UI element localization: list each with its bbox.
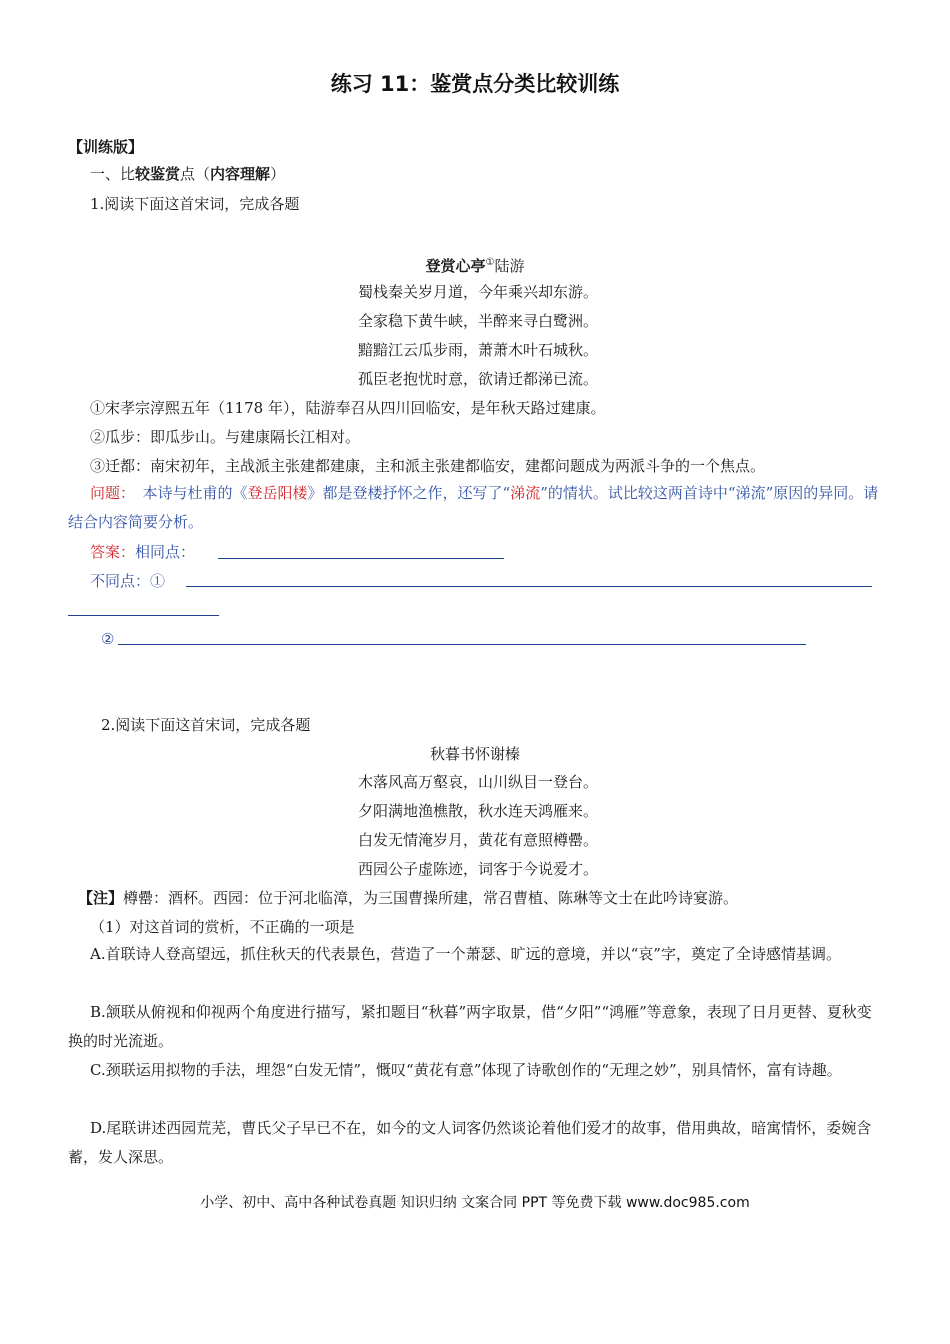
heading-bold2: 内容理解 bbox=[210, 165, 271, 183]
option-b[interactable]: B.颔联从俯视和仰视两个角度进行描写，紧扣题目“秋暮”两字取景，借“夕阳”“鸿雁”等意象，表现了日月更替、夏秋变换的时光流逝。 bbox=[68, 1003, 872, 1050]
q2-intro: 2.阅读下面这首宋词，完成各题 bbox=[101, 716, 311, 734]
poem1-line: 孤臣老抱忧时意，欲请迁都涕已流。 bbox=[358, 370, 599, 388]
page-title: 练习 11：鉴赏点分类比较训练 bbox=[330, 72, 620, 96]
note-1: ①宋孝宗淳熙五年（1178 年），陆游奉召从四川回临安，是年秋天路过建康。 bbox=[90, 399, 606, 417]
note-2: ②瓜步：即瓜步山。与建康隔长江相对。 bbox=[90, 428, 361, 446]
answer-label: 答案： bbox=[90, 543, 136, 561]
poem2-note bbox=[78, 888, 738, 908]
poem1-line: 蜀栈秦关岁月道，今年乘兴却东游。 bbox=[358, 283, 599, 301]
poem2-line: 夕阳满地渔樵散，秋水连天鸿雁来。 bbox=[358, 802, 599, 820]
poem1-note-mark: ① bbox=[485, 257, 495, 268]
version-label: 【训练版】 bbox=[68, 138, 144, 156]
option-c[interactable]: C.颈联运用拟物的手法，埋怨“白发无情”，慨叹“黄花有意”体现了诗歌创作的“无理之妙”，别具情怀，富有诗趣。 bbox=[90, 1061, 842, 1079]
section1-heading bbox=[90, 164, 285, 184]
answer-diff1-blank[interactable] bbox=[186, 586, 872, 587]
heading-suffix: 点（ bbox=[180, 165, 211, 183]
sub-question: （1）对这首词的赏析，不正确的一项是 bbox=[90, 918, 355, 936]
answer-diff1-blank-cont[interactable] bbox=[68, 615, 219, 616]
poem1-line: 全家稳下黄牛峡，半醉来寻白鹭洲。 bbox=[358, 312, 599, 330]
question-keyword: 涕流 bbox=[510, 484, 541, 502]
answer-same-label: 相同点： bbox=[135, 543, 196, 561]
page-footer: 小学、初中、高中各种试卷真题 知识归纳 文案合同 PPT 等免费下载 www.doc985.com bbox=[200, 1195, 750, 1211]
heading-bold: 较鉴赏 bbox=[135, 165, 181, 183]
option-a[interactable]: A.首联诗人登高望远，抓住秋天的代表景色，营造了一个萧瑟、旷远的意境，并以“哀”字，奠定了全诗感情基调。 bbox=[90, 945, 841, 963]
answer-same-line bbox=[90, 542, 195, 562]
note-text: 樽罍：酒杯。西园：位于河北临漳，为三国曹操所建，常召曹植、陈琳等文士在此吟诗宴游。 bbox=[123, 889, 739, 907]
q1-intro: 1.阅读下面这首宋词，完成各题 bbox=[90, 195, 300, 213]
question-part1: 本诗与杜甫的《 bbox=[127, 484, 248, 502]
poem1-line: 黯黯江云瓜步雨，萧萧木叶石城秋。 bbox=[358, 341, 599, 359]
poem1-title: 登赏心亭 bbox=[425, 257, 486, 275]
answer-diff2-label: ② bbox=[101, 630, 115, 648]
heading-end: ） bbox=[270, 165, 286, 183]
poem2-line: 木落风高万壑哀，山川纵目一登台。 bbox=[358, 773, 599, 791]
note-3: ③迁都：南宋初年，主战派主张建都建康，主和派主张建都临安，建都问题成为两派斗争的一个焦点。 bbox=[90, 457, 766, 475]
option-d[interactable]: D.尾联讲述西园荒芜，曹氏父子早已不在，如今的文人词客仍然谈论着他们爱才的故事，借用典故，暗寓情怀，委婉含蓄，发人深思。 bbox=[68, 1119, 872, 1166]
poem2-line: 白发无情淹岁月，黄花有意照樽罍。 bbox=[358, 831, 599, 849]
poem2-title: 秋暮书怀谢榛 bbox=[429, 745, 520, 763]
question-poem: 登岳阳楼 bbox=[247, 484, 308, 502]
poem1-author: 陆游 bbox=[494, 257, 525, 275]
question-part2: 》都是登楼抒怀之作，还写了“ bbox=[307, 484, 511, 502]
question-label: 问题： bbox=[90, 484, 128, 502]
answer-diff-label: 不同点：① bbox=[90, 572, 166, 590]
heading-prefix: 一、比 bbox=[90, 165, 136, 183]
poem1-title-line bbox=[0, 253, 950, 276]
answer-diff2-blank[interactable] bbox=[118, 644, 806, 645]
note-label: 【注】 bbox=[78, 889, 124, 907]
question-paragraph bbox=[68, 479, 880, 537]
poem2-line: 西园公子虚陈迹，词客于今说爱才。 bbox=[358, 860, 599, 878]
answer-same-blank[interactable] bbox=[218, 558, 504, 559]
question-part3: ”的情状。试比较这两首诗中“涕流”原因的异同。请结合内容简要分析。 bbox=[68, 484, 879, 531]
